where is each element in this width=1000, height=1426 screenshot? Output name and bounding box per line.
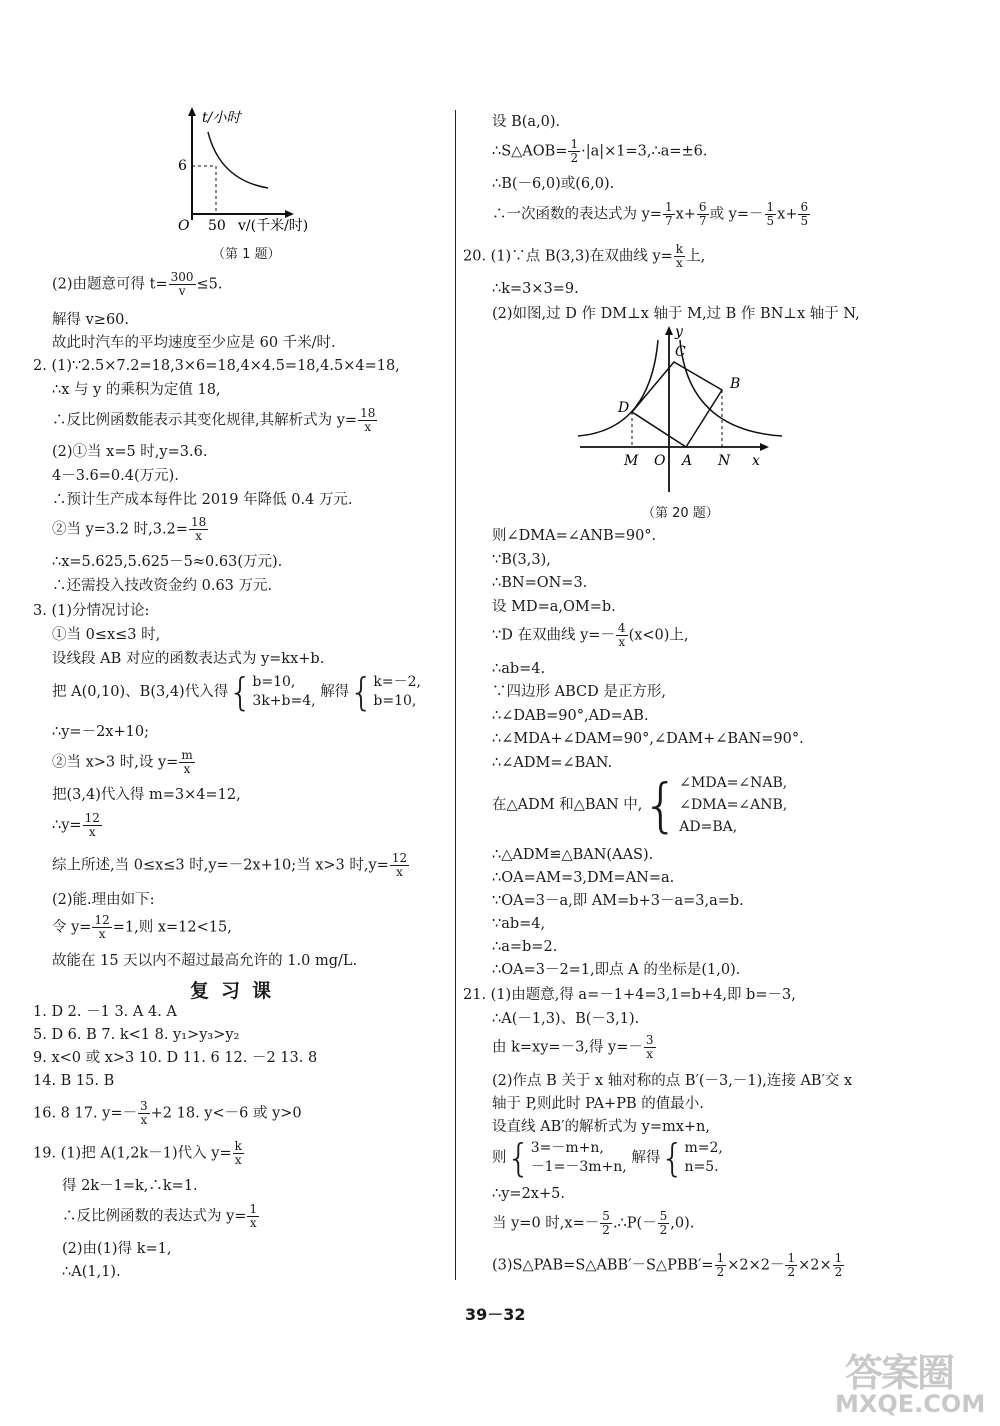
brace: { [642,771,680,839]
fig1-y-arrow [188,107,196,116]
right-line-12: ∵D 在双曲线 y=－ $\frac{4}{x}$ (x<0)上, [492,621,689,649]
brace: { [660,1136,685,1180]
fig1-y-label: t/小时 [202,110,241,126]
right-line-21: ∵OA=3－a,即 AM=b+3－a=3,a=b. [492,893,744,909]
right-line-8: 则∠DMA=∠ANB=90°. [492,528,657,544]
left-line-6: ∴反比例函数能表示其变化规律,其解析式为 y= $\frac{18}{x}$ [52,406,376,434]
frac: $\frac{3}{x}$ [645,1033,654,1061]
fig20-x-arrow [760,443,769,451]
frac: $\frac{1}{7}$ [664,200,673,228]
frac: $\frac{k}{x}$ [675,242,684,270]
right-line-3: ∴B(－6,0)或(6,0). [492,176,615,192]
fig1-origin: O [178,218,190,234]
fig20-y-arrow [665,326,673,335]
figure-20-graph [572,322,784,494]
right-line-9: ∵B(3,3), [492,552,551,568]
frac: $\frac{1}{2}$ [834,1251,843,1279]
right-line-7: (2)如图,过 D 作 DM⊥x 轴于 M,过 B 作 BN⊥x 轴于 N, [492,306,860,322]
frac: $\frac{6}{5}$ [800,200,809,228]
right-line-2: ∴S△AOB= $\frac{1}{2}$ ·|a|×1=3,∴a=±6. [492,137,708,165]
frac: $\frac{12}{x}$ [391,851,408,879]
left-line-16: 把 A(0,10)、B(3,4)代入得{b=10, 3k+b=4, 解得{k=－2, b=10, [52,670,421,714]
right-line-16: ∴∠MDA+∠DAM=90°,∠DAM+∠BAN=90°. [492,731,804,747]
answer-line-9: (2)由(1)得 k=1, [62,1241,172,1257]
brace: { [349,670,374,714]
left-line-8: 4－3.6=0.4(万元). [52,468,179,484]
frac: $\frac{4}{x}$ [617,621,626,649]
left-line-11: ∴x=5.625,5.625－5≈0.63(万元). [52,554,283,570]
left-line-1: (2)由题意可得 t= $\frac{300}{v}$ ≤5. [52,270,223,298]
right-line-1: 设 B(a,0). [492,114,561,130]
right-line-6: ∴k=3×3=9. [492,281,579,297]
right-line-5: 20. (1)∵点 B(3,3)在双曲线 y= $\frac{k}{x}$ 上, [463,242,706,270]
left-line-14: ①当 0≤x≤3 时, [52,627,161,643]
right-line-27: 由 k=xy=－3,得 y=－ $\frac{3}{x}$ [492,1033,654,1061]
right-line-13: ∴ab=4. [492,661,546,677]
left-line-12: ∴还需投入技改资金约 0.63 万元. [52,578,273,594]
fig20-diag [632,412,686,447]
system: b=10, 3k+b=4, [252,674,316,709]
frac: $\frac{k}{x}$ [234,1139,242,1167]
frac: $\frac{1}{2}$ [787,1251,796,1279]
answer-line-5: 16. 8 17. y=－ $\frac{3}{x}$ +2 18. y<－6 或 y>0 [33,1099,302,1127]
watermark-logo: 答案圈 [845,1351,954,1395]
frac: $\frac{1}{5}$ [766,200,775,228]
frac: $\frac{5}{2}$ [602,1209,610,1237]
left-line-18: ②当 x>3 时,设 y= $\frac{m}{x}$ [52,748,193,776]
right-line-18: 在△ADM 和△BAN 中,{∠MDA=∠NAB, ∠DMA=∠ANB, AD=BA, [492,771,788,839]
right-line-24: ∴OA=3－2=1,即点 A 的坐标是(1,0). [492,962,741,978]
frac: $\frac{18}{x}$ [190,515,207,543]
right-line-22: ∵ab=4, [492,916,546,932]
right-line-23: ∴a=b=2. [492,939,558,955]
left-line-21: 综上所述,当 0≤x≤3 时,y=－2x+10;当 x>3 时,y= $\frac{12}{x}$ [52,851,408,879]
left-line-24: 故能在 15 天以内不超过最高允许的 1.0 mg/L. [52,953,358,969]
figure-1-graph [168,102,338,250]
answer-line-8: ∴反比例函数的表达式为 y= $\frac{1}{x}$ [62,1202,258,1230]
section-heading: 复习课 [190,980,284,1002]
left-line-4: 2. (1)∵2.5×7.2=18,3×6=18,4×4.5=18,4.5×4=18, [33,358,400,374]
right-line-17: ∴∠ADM=∠BAN. [492,755,613,771]
left-line-15: 设线段 AB 对应的函数表达式为 y=kx+b. [52,651,325,667]
left-line-13: 3. (1)分情况讨论: [33,603,150,619]
fig20-label-x: x [752,453,760,469]
frac: $\frac{1}{2}$ [716,1251,725,1279]
right-line-20: ∴OA=AM=3,DM=AN=a. [492,870,675,886]
system: k=－2, b=10, [373,674,421,709]
frac: $\frac{1}{2}$ [570,137,579,165]
watermark-url: MXQE.COM [835,1390,986,1418]
left-line-20: ∴y= $\frac{12}{x}$ [52,811,100,839]
left-line-10: ②当 y=3.2 时,3.2= $\frac{18}{x}$ [52,515,207,543]
answer-line-2: 5. D 6. B 7. k<1 8. y₁>y₃>y₂ [33,1027,240,1043]
column-divider [455,110,456,1280]
frac: $\frac{m}{x}$ [181,748,193,776]
right-line-29: 轴于 P,则此时 PA+PB 的值最小. [492,1096,704,1112]
frac: $\frac{5}{2}$ [659,1209,668,1237]
fig1-x-label: v/(千米/时) [238,218,309,234]
fig20-square [632,362,722,447]
right-line-26: ∴A(－1,3)、B(－3,1). [492,1011,640,1027]
answer-line-7: 得 2k－1=k,∴k=1. [62,1178,198,1194]
fig20-label-o: O [654,453,666,469]
right-line-33: 当 y=0 时,x=－ $\frac{5}{2}$ .∴P(－ $\frac{5}{2}$ ,0). [492,1209,695,1237]
left-line-19: 把(3,4)代入得 m=3×4=12, [52,787,241,803]
system: m=2, n=5. [684,1140,723,1175]
fig20-caption: （第 20 题） [642,506,719,521]
system: ∠MDA=∠NAB, ∠DMA=∠ANB, AD=BA, [679,775,788,835]
left-line-17: ∴y=－2x+10; [52,724,149,740]
right-line-31: 则{3=－m+n, －1=－3m+n, 解得{m=2, n=5. [492,1136,723,1180]
right-line-34: (3)S△PAB=S△ABB′－S△PBB′= $\frac{1}{2}$ ×2×2－ $\frac{1}{2}$ ×2× $\frac{1}{2}$ [492,1251,843,1279]
right-line-4: ∴一次函数的表达式为 y= $\frac{1}{7}$ x+ $\frac{6}{7}$ 或 y=－ $\frac{1}{5}$ x+ $\frac{6}{5}$ [492,200,809,228]
frac: $\frac{3}{x}$ [140,1099,148,1127]
fig1-tick-50: 50 [208,218,226,234]
system: 3=－m+n, －1=－3m+n, [530,1140,627,1175]
page-number: 39－32 [465,1305,526,1324]
answer-line-10: ∴A(1,1). [62,1264,121,1280]
frac: $\frac{12}{x}$ [94,913,110,941]
answer-line-4: 14. B 15. B [33,1073,115,1089]
right-line-15: ∴∠DAB=90°,AD=AB. [492,708,649,724]
left-line-9: ∴预计生产成本每件比 2019 年降低 0.4 万元. [52,492,353,508]
right-line-25: 21. (1)由题意,得 a=－1+4=3,1=b+4,即 b=－3, [463,987,796,1003]
frac: $\frac{12}{x}$ [84,811,100,839]
left-line-7: (2)①当 x=5 时,y=3.6. [52,444,208,460]
frac: $\frac{18}{x}$ [360,406,376,434]
fig1-tick-6: 6 [178,158,187,174]
right-line-11: 设 MD=a,OM=b. [492,599,616,615]
answer-line-1: 1. D 2. －1 3. A 4. A [33,1004,177,1020]
fig1-caption: （第 1 题） [212,247,281,262]
fig20-label-m: M [624,453,639,469]
right-line-14: ∵四边形 ABCD 是正方形, [492,684,666,700]
left-line-5: ∴x 与 y 的乘积为定值 18, [52,382,221,398]
brace: { [506,1136,531,1180]
fig20-label-n: N [718,453,731,469]
frac: $\frac{300}{v}$ [170,270,194,298]
fig20-label-y: y [675,324,683,340]
fig20-label-a: A [682,453,693,469]
fig1-curve [208,132,268,188]
frac: $\frac{6}{7}$ [698,200,707,228]
right-line-10: ∴BN=ON=3. [492,575,588,591]
right-line-32: ∴y=2x+5. [492,1186,565,1202]
frac: $\frac{1}{x}$ [249,1202,258,1230]
answer-line-3: 9. x<0 或 x>3 10. D 11. 6 12. －2 13. 8 [33,1050,318,1066]
right-line-28: (2)作点 B 关于 x 轴对称的点 B′(－3,－1),连接 AB′交 x [492,1073,853,1089]
right-line-19: ∴△ADM≌△BAN(AAS). [492,847,654,863]
fig20-label-c: C [675,344,686,360]
fig20-label-d: D [618,400,630,416]
left-line-3: 故此时汽车的平均速度至少应是 60 千米/时. [52,335,336,351]
fig1-x-arrow [285,210,294,218]
left-line-23: 令 y= $\frac{12}{x}$ =1,则 x=12<15, [52,913,232,941]
left-line-22: (2)能.理由如下: [52,892,155,908]
brace: { [228,670,253,714]
answer-line-6: 19. (1)把 A(1,2k－1)代入 y= $\frac{k}{x}$ [33,1139,242,1167]
right-line-30: 设直线 AB′的解析式为 y=mx+n, [492,1119,711,1135]
left-line-2: 解得 v≥60. [52,312,130,328]
fig20-label-b: B [730,376,741,392]
